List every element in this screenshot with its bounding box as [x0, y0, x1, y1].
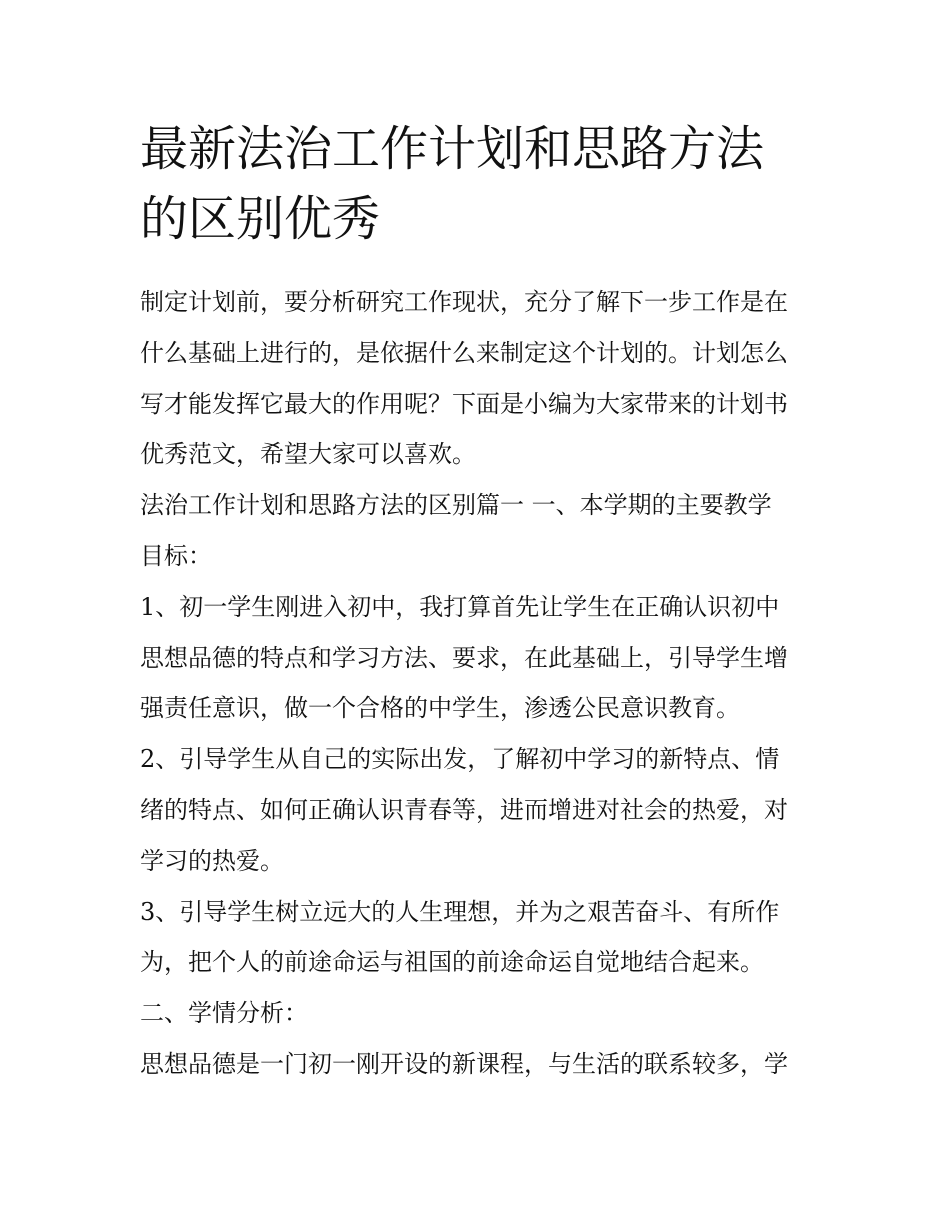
paragraph-analysis-heading [140, 988, 820, 1039]
text-line: 2、引导学生从自己的实际出发，了解初中学习的新特点、情 [140, 745, 780, 774]
text-line: 目标： [140, 541, 212, 570]
document-title [140, 114, 820, 254]
paragraph-goal-3 [140, 887, 820, 989]
text-line: 法治工作计划和思路方法的区别篇一 一、本学期的主要教学 [140, 491, 772, 520]
text-line: 1、初一学生刚进入初中，我打算首先让学生在正确认识初中 [140, 592, 780, 621]
text-line: 绪的特点、如何正确认识青春等，进而增进对社会的热爱，对 [140, 795, 788, 824]
text-line: 思想品德的特点和学习方法、要求，在此基础上，引导学生增 [140, 643, 788, 672]
paragraph-goal-1 [140, 582, 820, 734]
paragraph-section-heading [140, 480, 820, 582]
paragraph-intro [140, 277, 820, 480]
text-line: 写才能发挥它最大的作用呢？下面是小编为大家带来的计划书 [140, 389, 788, 418]
title-line: 最新法治工作计划和思路方法 [140, 121, 765, 177]
text-line: 学习的热爱。 [140, 846, 284, 875]
paragraph-goal-2 [140, 734, 820, 886]
text-line: 思想品德是一门初一刚开设的新课程，与生活的联系较多，学 [140, 1049, 788, 1078]
text-line: 3、引导学生树立远大的人生理想，并为之艰苦奋斗、有所作 [140, 897, 780, 926]
text-line: 为，把个人的前途命运与祖国的前途命运自觉地结合起来。 [140, 948, 764, 977]
text-line: 强责任意识，做一个合格的中学生，渗透公民意识教育。 [140, 694, 740, 723]
text-line: 什么基础上进行的，是依据什么来制定这个计划的。计划怎么 [140, 338, 788, 367]
title-line: 的区别优秀 [140, 191, 381, 247]
text-line: 二、学情分析： [140, 999, 308, 1028]
text-line: 制定计划前，要分析研究工作现状，充分了解下一步工作是在 [140, 288, 788, 316]
text-line: 优秀范文，希望大家可以喜欢。 [140, 440, 476, 469]
paragraph-analysis [140, 1039, 820, 1090]
document-body [140, 277, 820, 1090]
